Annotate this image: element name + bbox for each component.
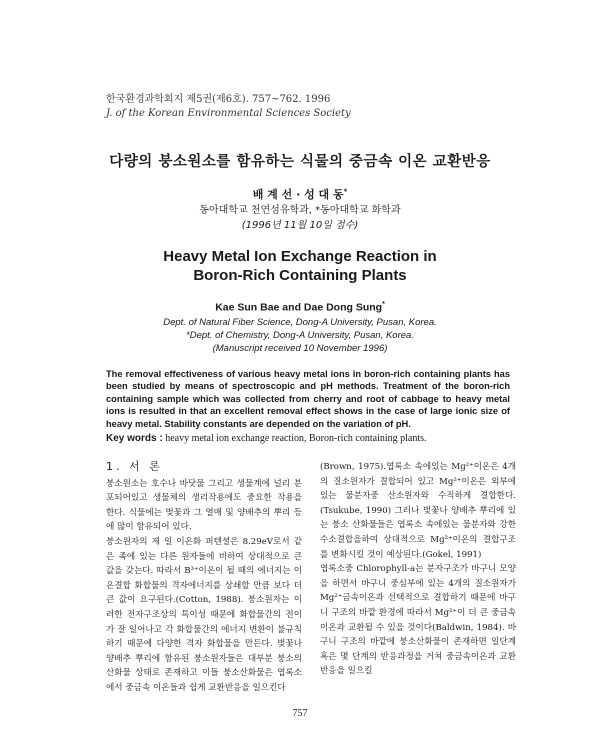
english-author-names: Kae Sun Bae and Dae Dong Sung — [215, 301, 383, 314]
korean-affiliation: 동아대학교 천연섬유학과, *동아대학교 화학과 — [199, 205, 401, 216]
keywords-label: Key words : — [106, 433, 163, 444]
english-title — [0, 247, 600, 285]
journal-korean-citation: 한국환경과학회지 제5권(제6호). 757~762. 1996 — [106, 94, 331, 105]
english-affiliations — [0, 316, 600, 355]
body-paragraph: 엽록소중 Chlorophyll-a는 분자구조가 바구니 모양을 하면서 바구니 중심부에 있는 4개의 질소원자가 Mg²⁺금속이온과 선택적으로 결합하기 때문에 바구니 구조의 바깥 환경에 따라서 Mg²⁺이 더 큰 중금속이온과 교환될 수 있을 것이다(Baldwin, 1984). 바구니 구조의 바깥에 붕소산화물이 존재하면 일단계 혹은 몇 단계의 반응과정을 거쳐 중금속이온과 교환반응을 일으킬 — [320, 564, 516, 677]
korean-received-date: (1996년 11월 10일 접수) — [241, 220, 359, 231]
korean-author-mark: * — [343, 187, 348, 196]
korean-author-names: 배 계 선 · 성 대 동 — [252, 188, 344, 201]
body-paragraph: 붕소원소는 호수나 바닷물 그리고 생물계에 널리 분포되어있고 생물체의 생리작용에도 중요한 작용을 한다. 식물에는 벚꽃과 그 열매 및 양배추의 뿌리 등에 많이 함유되어 있다. — [106, 478, 302, 533]
body-column-left — [106, 460, 302, 696]
body-column-right — [320, 460, 516, 679]
journal-header — [106, 93, 351, 121]
english-affiliation-1: Dept. of Natural Fiber Science, Dong-A University, Pusan, Korea. — [163, 317, 437, 328]
korean-title: 다량의 붕소원소를 함유하는 식물의 중금속 이온 교환반응 — [109, 154, 491, 170]
english-affiliation-2: *Dept. of Chemistry, Dong-A University, Pusan, Korea. — [186, 330, 414, 341]
english-manuscript-received: (Manuscript received 10 November 1996) — [212, 343, 388, 354]
keywords-text: heavy metal ion exchange reaction, Boron-rich containing plants. — [165, 433, 427, 444]
keywords — [106, 433, 526, 444]
page-number: 757 — [292, 708, 308, 719]
abstract: The removal effectiveness of various heavy metal ions in boron-rich containing plants has been studied by means of spectroscopic and pH methods. Treatment of the boron-rich containing sample which was collected from cherry and root of cabbage to heavy metal ions is resulted in that an excellent removal effect shows in the case of large ionic size of heavy metal. Stability constants are depended on the variation of pH. — [106, 369, 510, 429]
english-title-line2: Boron-Rich Containing Plants — [193, 267, 407, 284]
body-paragraph: 붕소원자의 제 일 이온화 퍼텐셜은 8.29eV로서 같은 족에 있는 다른 원자들에 비하여 상대적으로 큰 값을 갖는다. 따라서 B³⁺이온이 될 때의 에너지는 이온결합 화합물의 격자에너지를 상쇄할 만큼 보다 더 큰 값이 요구된다.(Cotton, 1988). 붕소원자는 이러한 전자구조상의 특이성 때문에 화합물간의 전이가 잘 일어나고 각 화합물간의 에너지 변환이 불규칙하기 때문에 다양한 격자 화합물을 만든다. 벚꽃나 양배추 뿌리에 함유된 붕소원자들은 대부분 붕소의 산화물 상태로 존재하고 이들 붕소산화물은 엽록소에서 중금속 이온들과 쉽게 교환반응을 일으킨다 — [106, 536, 302, 693]
english-authors — [0, 301, 600, 314]
section-heading-introduction: 1. 서 론 — [106, 460, 163, 473]
english-author-mark: * — [382, 301, 385, 308]
korean-authors — [0, 186, 600, 202]
body-paragraph: (Brown, 1975).엽록소 속에있는 Mg²⁺이온은 4개의 질소원자가 결합되어 있고 Mg²⁺이온은 외부에 있는 물분자중 산소원자와 수직하게 결합한다.(Tsukube, 1990) 그러나 벚꽃나 양배추 뿌리에 있는 붕소 산화물들은 엽록소 속에있는 물분자와 강한 수소결합을하여 상대적으로 Mg²⁺이온의 결합구조를 변화시킬 것이 예상된다.(Gokel, 1991) — [320, 462, 516, 560]
journal-english-name: J. of the Korean Environmental Sciences Society — [106, 108, 351, 119]
english-title-line1: Heavy Metal Ion Exchange Reaction in — [163, 248, 437, 265]
